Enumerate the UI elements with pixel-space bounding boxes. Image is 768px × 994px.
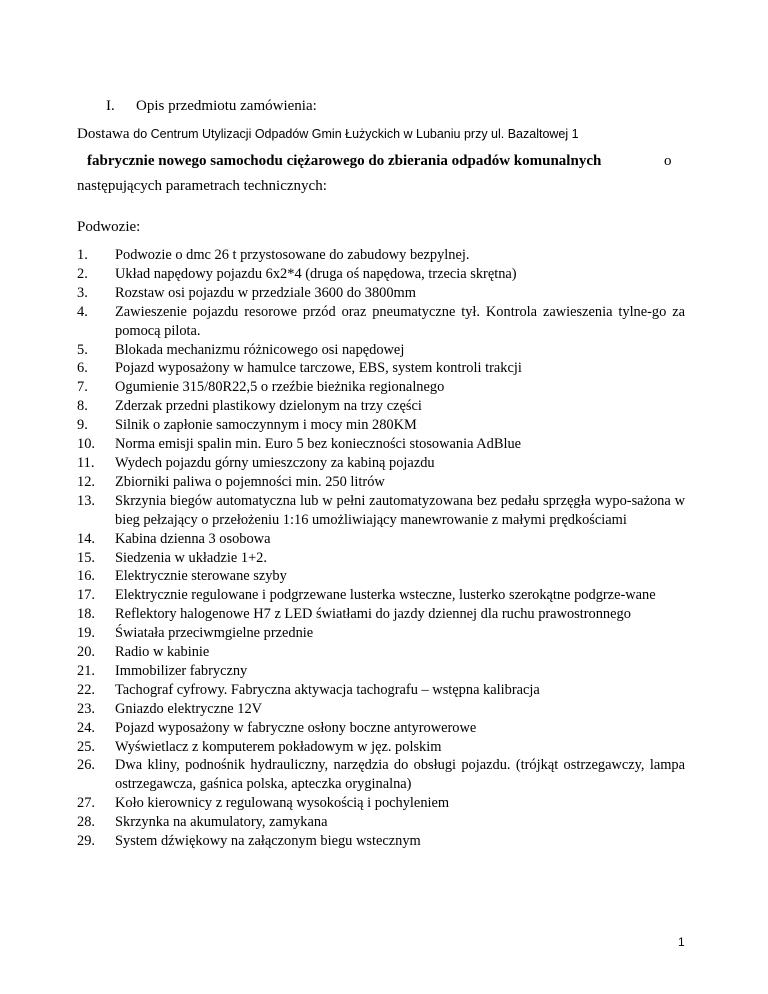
- list-item: [77, 416, 685, 435]
- list-item: [77, 738, 685, 757]
- list-item-number: 9.: [77, 417, 88, 434]
- list-item: [77, 832, 685, 851]
- list-item-number: 19.: [77, 625, 95, 642]
- list-item: [77, 624, 685, 643]
- list-item: [77, 662, 685, 681]
- list-item-text: Reflektory halogenowe H7 z LED światłami do jazdy dziennej dla ruchu prawostronnego: [115, 606, 631, 623]
- list-item: [77, 586, 685, 605]
- list-item: [77, 719, 685, 738]
- list-item: [77, 454, 685, 473]
- list-item-number: 28.: [77, 814, 95, 831]
- list-item-number: 8.: [77, 398, 88, 415]
- delivery-line: [77, 126, 579, 143]
- delivery-lead: Dostawa: [77, 126, 134, 142]
- list-item-number: 7.: [77, 379, 88, 396]
- list-item-text: Gniazdo elektryczne 12V: [115, 700, 263, 717]
- delivery-address: do Centrum Utylizacji Odpadów Gmin Łużyckich w Lubaniu przy ul. Bazaltowej 1: [133, 127, 579, 141]
- list-item-number: 1.: [77, 247, 88, 263]
- list-item: [77, 265, 685, 284]
- list-item-number: 6.: [77, 360, 88, 377]
- list-item-text: Radio w kabinie: [115, 644, 210, 661]
- list-item-text: Immobilizer fabryczny: [115, 662, 248, 679]
- list-item: [77, 700, 685, 719]
- list-item-number: 13.: [77, 492, 95, 509]
- list-item-text: Elektrycznie sterowane szyby: [115, 568, 287, 585]
- list-item-number: 15.: [77, 549, 95, 566]
- list-item-text: Skrzynia biegów automatyczna lub w pełni zautomatyzowana bez pedału sprzęgła wypo-sażona w bieg pełzający o przełożeniu 1:16 umożliwiający manewrowanie z małymi prędkościami: [115, 492, 685, 528]
- list-item-text: Blokada mechanizmu różnicowego osi napędowej: [115, 341, 405, 358]
- list-item: [77, 435, 685, 454]
- parameters-intro: następujących parametrach technicznych:: [77, 178, 327, 194]
- list-item-number: 4.: [77, 303, 88, 320]
- section-heading: [106, 98, 317, 115]
- list-item-text: Koło kierownicy z regulowaną wysokością i pochyleniem: [115, 795, 450, 812]
- list-item-text: Podwozie o dmc 26 t przystosowane do zabudowy bezpylnej.: [115, 247, 470, 263]
- section-title-text: Opis przedmiotu zamówienia:: [136, 98, 317, 114]
- vehicle-description-suffix: o: [664, 153, 672, 169]
- list-item: [77, 359, 685, 378]
- list-item: [77, 756, 685, 794]
- list-item-number: 24.: [77, 719, 95, 736]
- list-item-number: 12.: [77, 473, 95, 490]
- specification-list: [77, 246, 685, 851]
- list-item-number: 18.: [77, 606, 95, 623]
- list-item: [77, 605, 685, 624]
- list-item-text: Dwa kliny, podnośnik hydrauliczny, narzędzia do obsługi pojazdu. (trójkąt ostrzegawczy, lampa ostrzegawcza, gaśnica polska, apteczka oryginalna): [115, 757, 685, 793]
- list-item-text: Wyświetlacz z komputerem pokładowym w jęz. polskim: [115, 738, 442, 755]
- list-item-number: 23.: [77, 700, 95, 717]
- list-item-number: 25.: [77, 738, 95, 755]
- list-item: [77, 813, 685, 832]
- list-item-text: Skrzynka na akumulatory, zamykana: [115, 814, 328, 831]
- list-item: [77, 530, 685, 549]
- list-item-text: Silnik o zapłonie samoczynnym i mocy min 280KM: [115, 417, 417, 434]
- list-item-number: 26.: [77, 757, 95, 774]
- list-item: [77, 549, 685, 568]
- list-item-text: Ogumienie 315/80R22,5 o rzeźbie bieżnika regionalnego: [115, 379, 445, 396]
- list-item-text: Układ napędowy pojazdu 6x2*4 (druga oś napędowa, trzecia skrętna): [115, 265, 517, 282]
- list-item-number: 14.: [77, 530, 95, 547]
- list-item: [77, 246, 685, 265]
- chassis-subheading: Podwozie:: [77, 219, 141, 235]
- list-item-text: Zderzak przedni plastikowy dzielonym na trzy części: [115, 398, 422, 415]
- page-number: 1: [678, 935, 685, 949]
- list-item-number: 16.: [77, 568, 95, 585]
- list-item-text: Tachograf cyfrowy. Fabryczna aktywacja tachografu – wstępna kalibracja: [115, 681, 540, 698]
- list-item: [77, 567, 685, 586]
- list-item-number: 11.: [77, 454, 95, 471]
- list-item-text: Kabina dzienna 3 osobowa: [115, 530, 271, 547]
- section-number: I.: [106, 98, 115, 114]
- list-item-text: Pojazd wyposażony w fabryczne osłony boczne antyrowerowe: [115, 719, 477, 736]
- list-item: [77, 341, 685, 360]
- list-item-number: 17.: [77, 587, 95, 604]
- list-item: [77, 284, 685, 303]
- list-item-text: Pojazd wyposażony w hamulce tarczowe, EBS, system kontroli trakcji: [115, 360, 522, 377]
- list-item-text: Światała przeciwmgielne przednie: [115, 625, 314, 642]
- list-item-number: 21.: [77, 662, 95, 679]
- list-item-text: Elektrycznie regulowane i podgrzewane lusterka wsteczne, lusterko szerokątne podgrze-wane: [115, 587, 656, 604]
- list-item: [77, 378, 685, 397]
- list-item-text: Zbiorniki paliwa o pojemności min. 250 litrów: [115, 473, 385, 490]
- list-item-number: 22.: [77, 681, 95, 698]
- list-item: [77, 643, 685, 662]
- list-item-number: 10.: [77, 436, 95, 453]
- list-item-number: 27.: [77, 795, 95, 812]
- vehicle-description: fabrycznie nowego samochodu ciężarowego do zbierania odpadów komunalnych: [87, 153, 602, 169]
- list-item-number: 2.: [77, 265, 88, 282]
- list-item: [77, 397, 685, 416]
- list-item-number: 29.: [77, 833, 95, 850]
- list-item-text: Wydech pojazdu górny umieszczony za kabiną pojazdu: [115, 454, 435, 471]
- list-item-text: Norma emisji spalin min. Euro 5 bez konieczności stosowania AdBlue: [115, 436, 522, 453]
- list-item: [77, 473, 685, 492]
- list-item: [77, 492, 685, 530]
- list-item-number: 5.: [77, 341, 88, 358]
- list-item-text: System dźwiękowy na załączonym biegu wstecznym: [115, 833, 421, 850]
- list-item-text: Zawieszenie pojazdu resorowe przód oraz pneumatyczne tył. Kontrola zawieszenia tylne-go za pomocą pilota.: [115, 303, 685, 339]
- list-item-text: Rozstaw osi pojazdu w przedziale 3600 do 3800mm: [115, 284, 416, 301]
- list-item: [77, 303, 685, 341]
- list-item-text: Siedzenia w układzie 1+2.: [115, 549, 267, 566]
- list-item: [77, 681, 685, 700]
- list-item-number: 3.: [77, 284, 88, 301]
- list-item: [77, 794, 685, 813]
- list-item-number: 20.: [77, 644, 95, 661]
